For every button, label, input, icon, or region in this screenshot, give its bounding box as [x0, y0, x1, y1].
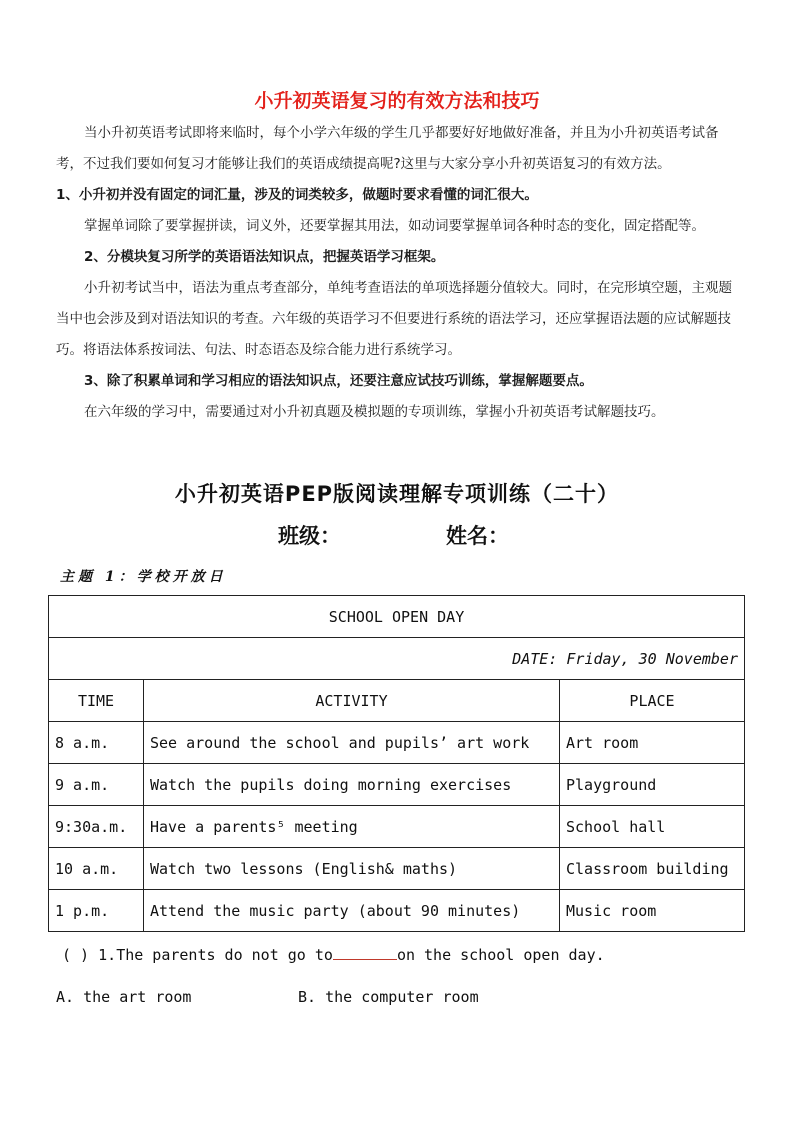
- row-time: 9:30a.m.: [49, 806, 144, 848]
- row-place: Music room: [560, 890, 745, 932]
- row-time: 10 a.m.: [49, 848, 144, 890]
- table-heading-row: [49, 596, 745, 638]
- row-time: 8 a.m.: [49, 722, 144, 764]
- row-place: Art room: [560, 722, 745, 764]
- row-activity: See around the school and pupils’ art work: [144, 722, 560, 764]
- question-text-after: on the school open day.: [396, 946, 605, 964]
- table-row: [49, 764, 745, 806]
- tip-heading-3: 3、除了积累单词和学习相应的语法知识点，还要注意应试技巧训练，掌握解题要点。: [84, 373, 593, 389]
- row-activity: Watch the pupils doing morning exercises: [144, 764, 560, 806]
- tip-paragraph-1: 掌握单词除了要掌握拼读，词义外，还要掌握其用法，如动词要掌握单词各种时态的变化，固定搭配等。: [84, 218, 705, 234]
- tip-heading-2: 2、分模块复习所学的英语语法知识点，把握英语学习框架。: [84, 249, 445, 265]
- name-label: 姓名：: [446, 524, 509, 548]
- header-activity: ACTIVITY: [144, 680, 560, 722]
- table-row: [49, 890, 745, 932]
- row-activity: Attend the music party (about 90 minutes): [144, 890, 560, 932]
- table-row: [49, 722, 745, 764]
- schedule-table: [48, 595, 745, 932]
- tip-heading-1: 1、小升初并没有固定的词汇量，涉及的词类较多，做题时要求看懂的词汇很大。: [56, 187, 538, 203]
- table-heading: SCHOOL OPEN DAY: [49, 596, 745, 638]
- table-row: [49, 848, 745, 890]
- answer-blank[interactable]: [333, 947, 397, 960]
- answer-bracket[interactable]: ( ): [62, 946, 90, 964]
- row-time: 9 a.m.: [49, 764, 144, 806]
- question-number: 1.: [98, 946, 117, 964]
- article-intro: 当小升初英语考试即将来临时，每个小学六年级的学生几乎都要好好地做好准备，并且为小升初英语考试备考，不过我们要如何复习才能够让我们的英语成绩提高呢?这里与大家分享小升初英语复习的有效方法。: [56, 125, 719, 172]
- table-date-row: [49, 638, 745, 680]
- table-header-row: [49, 680, 745, 722]
- row-activity: Watch two lessons (English& maths): [144, 848, 560, 890]
- tip-paragraph-3: 在六年级的学习中，需要通过对小升初真题及模拟题的专项训练，掌握小升初英语考试解题技巧。: [84, 404, 665, 420]
- table-date: DATE: Friday, 30 November: [49, 638, 745, 680]
- article-title: 小升初英语复习的有效方法和技巧: [254, 90, 540, 112]
- row-activity: Have a parents⁵ meeting: [144, 806, 560, 848]
- class-label: 班级：: [278, 524, 341, 548]
- header-time: TIME: [49, 680, 144, 722]
- row-time: 1 p.m.: [49, 890, 144, 932]
- theme-label: 主题 1：学校开放日: [60, 569, 227, 585]
- option-b[interactable]: B. the computer room: [298, 988, 479, 1006]
- question-text-before: The parents do not go to: [116, 946, 333, 964]
- exercise-title: 小升初英语PEP版阅读理解专项训练（二十）: [174, 482, 620, 506]
- row-place: School hall: [560, 806, 745, 848]
- row-place: Classroom building: [560, 848, 745, 890]
- tip-paragraph-2: 小升初考试当中，语法为重点考查部分，单纯考查语法的单项选择题分值较大。同时，在完形填空题，主观题当中也会涉及到对语法知识的考查。六年级的英语学习不但要进行系统的语法学习，还应掌握语法题的应试解题技巧。将语法体系按词法、句法、时态语态及综合能力进行系统学习。: [56, 280, 732, 358]
- row-place: Playground: [560, 764, 745, 806]
- option-a[interactable]: A. the art room: [56, 988, 192, 1006]
- question-1: [62, 946, 605, 964]
- table-row: [49, 806, 745, 848]
- header-place: PLACE: [560, 680, 745, 722]
